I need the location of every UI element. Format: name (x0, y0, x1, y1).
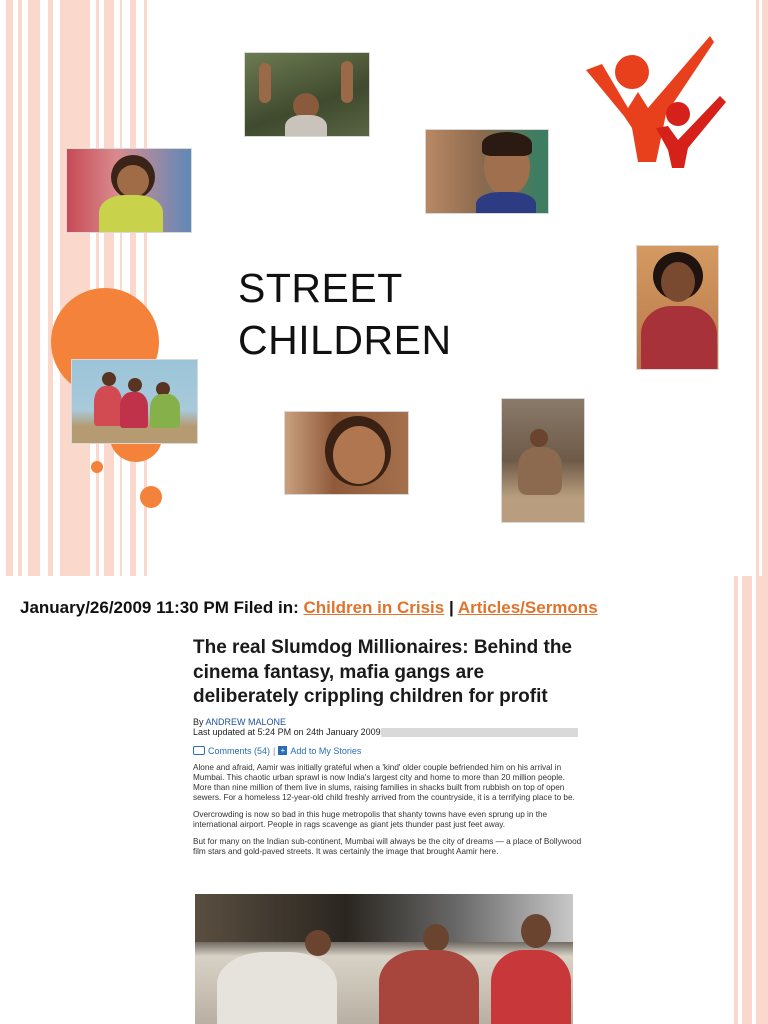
boy-portrait-photo (425, 129, 549, 214)
add-stories-icon: + (278, 746, 287, 755)
children-charity-logo (580, 30, 732, 170)
author-link[interactable]: ANDREW MALONE (205, 716, 287, 727)
comments-link[interactable]: Comments (54) (208, 745, 271, 756)
slide-title (238, 262, 452, 366)
right-stripe-decoration (754, 0, 768, 576)
left-stripe-decoration (0, 0, 150, 576)
article-actions: Comments (54) | + Add to My Stories (193, 746, 583, 756)
articles-sermons-link[interactable]: Articles/Sermons (457, 598, 598, 617)
child-raising-hands-photo (244, 52, 370, 137)
comment-icon (193, 746, 205, 755)
article-slide (0, 576, 768, 1024)
right-stripe-decoration-2 (734, 576, 768, 1024)
by-label: By (193, 716, 206, 727)
news-article (193, 636, 583, 857)
paragraph-1: Alone and afraid, Aamir was initially grateful when a 'kind' older couple befriended him on his arrival in Mumbai. This chaotic urban sprawl is now India's largest city and home to more than 20 million people. More than nine million of them live in slums, raising families in shacks built from rubbish on top of open sewers. For a homeless 12-year-old child freshly arrived from the countryside, it is a terrifying place to be. (193, 762, 575, 802)
medium-orange-dot (140, 486, 162, 508)
slum-boys-photo (195, 894, 573, 1024)
children-in-crisis-link[interactable]: Children in Crisis (303, 598, 445, 617)
smiling-girl-photo (284, 411, 409, 495)
separator: | (444, 598, 458, 617)
paragraph-2: Overcrowding is now so bad in this huge metropolis that shanty towns have even sprung up in the international airport. People in rags scavenge as giant jets thunder past just feet away. (193, 809, 548, 829)
title-line-1: STREET (238, 265, 403, 311)
title-line-2: CHILDREN (238, 317, 452, 363)
three-girls-eating-photo (71, 359, 198, 444)
girl-yellow-dress-photo (66, 148, 192, 233)
article-headline: The real Slumdog Millionaires: Behind the cinema fantasy, mafia gangs are deliberately crippling children for profit (193, 637, 572, 707)
grey-bar (381, 728, 578, 737)
small-orange-dot (91, 461, 103, 473)
paragraph-3: But for many on the Indian sub-continent, Mumbai will always be the city of dreams — a place of Bollywood film stars and gold-paved streets. It was certainly the image that brought Aamir here. (193, 836, 582, 856)
byline (193, 717, 583, 738)
article-header (20, 598, 598, 618)
girl-red-shawl-photo (636, 245, 719, 370)
last-updated: Last updated at 5:24 PM on 24th January 2009 (193, 727, 381, 737)
child-on-ground-photo (501, 398, 585, 523)
add-stories-link[interactable]: Add to My Stories (290, 745, 362, 756)
filed-date: January/26/2009 11:30 PM Filed in: (20, 598, 304, 617)
